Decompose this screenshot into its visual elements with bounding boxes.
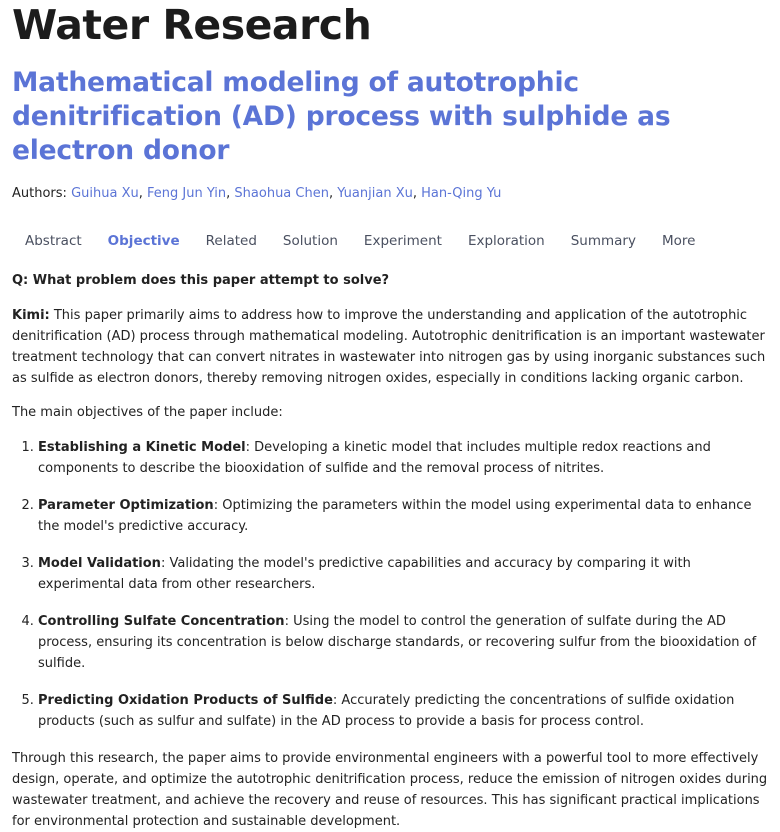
conclusion-paragraph: Through this research, the paper aims to provide environmental engineers with a powerful tool to more effectively design, operate, and optimize the autotrophic denitrification process, reduce the emission of nitrogen oxides during wastewater treatment, and achieve the recovery and reuse of resources. This has significant practical implications for environmental protection and sustainable development. (12, 751, 768, 829)
answer-text: This paper primarily aims to address how to improve the understanding and application of the autotrophic denitrification (AD) process through mathematical modeling. Autotrophic denitrification is an important wastewater treatment technology that can convert nitrates in wastewater into nitrogen gas by using inorganic substances such as sulfide as electron donors, thereby removing nitrogen oxides, especially in conditions lacking organic carbon. (12, 308, 766, 386)
list-item (38, 553, 768, 595)
journal-name: Water Research (12, 1, 372, 49)
author-link[interactable]: Shaohua Chen (234, 186, 329, 201)
objectives-list (12, 437, 768, 732)
objective-text: : Using the model to control the generation of sulfate during the AD process, ensuring its concentration is below discharge standards, or recovering sulfur from the biooxidation of sulfide. (38, 614, 757, 671)
objective-content (12, 270, 768, 832)
question-text: Q: What problem does this paper attempt to solve? (12, 273, 390, 288)
author-link[interactable]: Han-Qing Yu (421, 186, 502, 201)
tab-objective[interactable]: Objective (107, 233, 180, 249)
author-link[interactable]: Yuanjian Xu (337, 186, 413, 201)
author-link[interactable]: Guihua Xu (71, 186, 139, 201)
section-tabs (12, 223, 768, 260)
list-item (38, 495, 768, 537)
objective-text: : Optimizing the parameters within the model using experimental data to enhance the model's predictive accuracy. (38, 498, 752, 534)
objectives-intro: The main objectives of the paper include: (12, 405, 283, 420)
list-item (38, 690, 768, 732)
list-item (38, 611, 768, 674)
tab-abstract[interactable]: Abstract (25, 233, 82, 249)
tab-experiment[interactable]: Experiment (363, 233, 442, 249)
objective-term: Controlling Sulfate Concentration (38, 614, 285, 629)
answer-speaker: Kimi: (12, 308, 50, 323)
tab-related[interactable]: Related (205, 233, 257, 249)
objective-term: Parameter Optimization (38, 498, 214, 513)
objective-term: Establishing a Kinetic Model (38, 440, 246, 455)
list-item (38, 437, 768, 479)
paper-title: Mathematical modeling of autotrophic denitrification (AD) process with sulphide as electron donor (12, 67, 671, 166)
objective-term: Model Validation (38, 556, 161, 571)
tab-summary[interactable]: Summary (570, 233, 636, 249)
objective-text: : Developing a kinetic model that includes multiple redox reactions and components to describe the biooxidation of sulfide and the removal process of nitrites. (38, 440, 711, 476)
tab-more[interactable]: More (661, 233, 696, 249)
author-link[interactable]: Feng Jun Yin (146, 186, 227, 201)
objective-term: Predicting Oxidation Products of Sulfide (38, 693, 333, 708)
tab-exploration[interactable]: Exploration (467, 233, 545, 249)
tab-solution[interactable]: Solution (282, 233, 338, 249)
objective-text: : Accurately predicting the concentrations of sulfide oxidation products (such as sulfur and sulfate) in the AD process to provide a basis for process control. (38, 693, 735, 729)
authors-line: Authors: Guihua Xu, Feng Jun Yin, Shaohua Chen, Yuanjian Xu, Han-Qing Yu (12, 186, 502, 201)
authors-label: Authors: (12, 186, 67, 201)
objective-text: : Validating the model's predictive capabilities and accuracy by comparing it with experimental data from other researchers. (38, 556, 691, 592)
answer-paragraph (12, 305, 768, 389)
